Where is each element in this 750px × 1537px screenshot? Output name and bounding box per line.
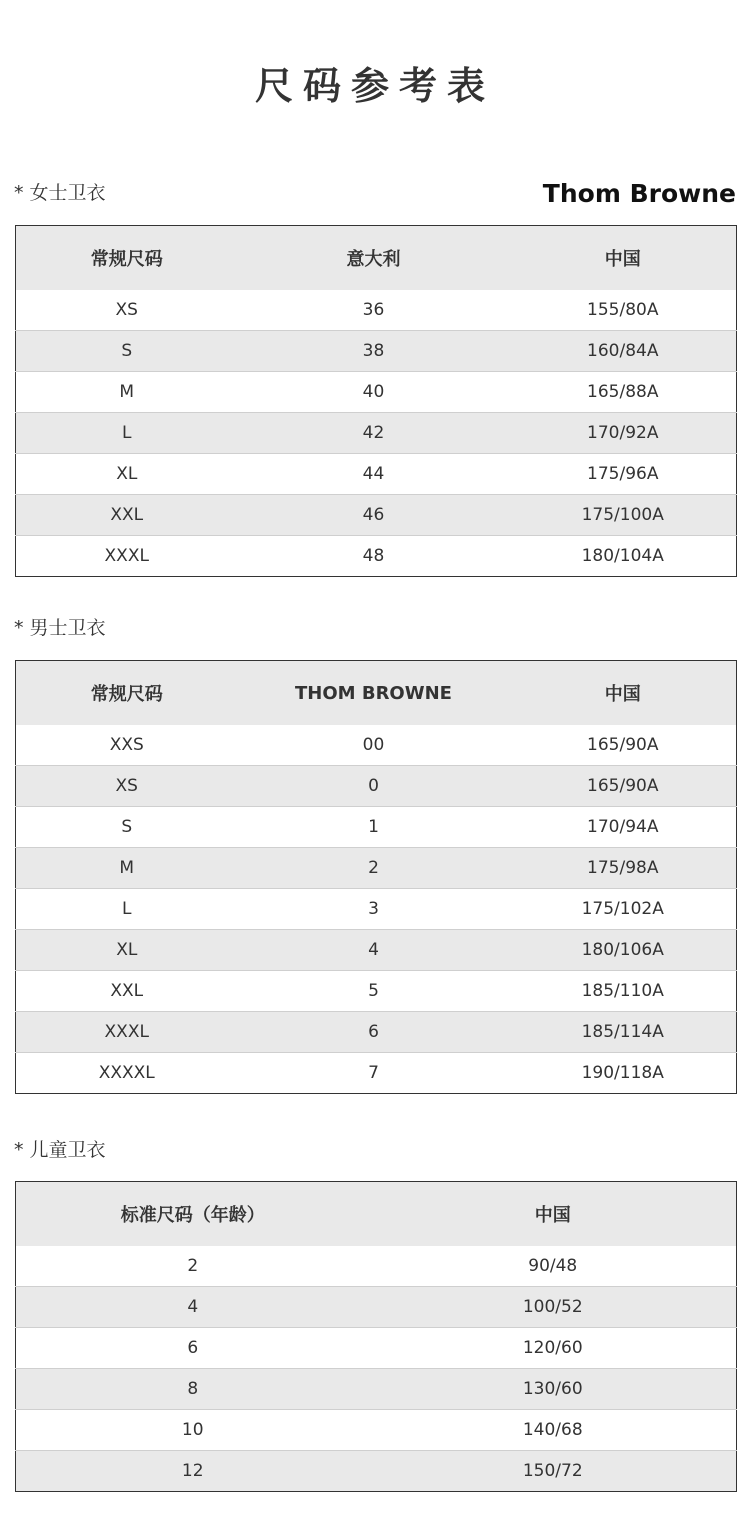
kids-size-table bbox=[15, 1181, 737, 1492]
table-cell: XXXXL bbox=[16, 1053, 238, 1094]
table-cell: 2 bbox=[16, 1246, 370, 1287]
table-cell: 165/90A bbox=[510, 725, 737, 766]
table-row bbox=[16, 331, 737, 372]
table-cell: 12 bbox=[16, 1451, 370, 1492]
table-cell: 4 bbox=[16, 1287, 370, 1328]
column-header: 意大利 bbox=[238, 226, 510, 291]
women-size-table bbox=[15, 225, 737, 577]
table-cell: 190/118A bbox=[510, 1053, 737, 1094]
table-cell: XL bbox=[16, 454, 238, 495]
table-cell: 5 bbox=[238, 971, 510, 1012]
table-cell: XXXL bbox=[16, 1012, 238, 1053]
kids-table-body bbox=[16, 1246, 737, 1492]
table-cell: 160/84A bbox=[510, 331, 737, 372]
column-header: 中国 bbox=[510, 661, 737, 726]
table-row bbox=[16, 889, 737, 930]
table-cell: 130/60 bbox=[370, 1369, 737, 1410]
table-cell: 140/68 bbox=[370, 1410, 737, 1451]
table-cell: XS bbox=[16, 766, 238, 807]
table-cell: 175/98A bbox=[510, 848, 737, 889]
table-cell: L bbox=[16, 889, 238, 930]
men-section-label: * 男士卫衣 bbox=[14, 617, 106, 639]
table-row bbox=[16, 1053, 737, 1094]
table-cell: 165/90A bbox=[510, 766, 737, 807]
table-cell: M bbox=[16, 848, 238, 889]
table-cell: 100/52 bbox=[370, 1287, 737, 1328]
brand-name: Thom Browne bbox=[542, 179, 736, 208]
table-header-row bbox=[16, 1182, 737, 1247]
table-cell: 38 bbox=[238, 331, 510, 372]
table-cell: S bbox=[16, 331, 238, 372]
table-row bbox=[16, 454, 737, 495]
table-cell: S bbox=[16, 807, 238, 848]
table-cell: XXS bbox=[16, 725, 238, 766]
table-cell: 150/72 bbox=[370, 1451, 737, 1492]
table-cell: 48 bbox=[238, 536, 510, 577]
table-cell: 6 bbox=[16, 1328, 370, 1369]
table-row bbox=[16, 495, 737, 536]
table-cell: 00 bbox=[238, 725, 510, 766]
table-cell: 10 bbox=[16, 1410, 370, 1451]
table-row bbox=[16, 807, 737, 848]
table-row bbox=[16, 1012, 737, 1053]
column-header: 中国 bbox=[510, 226, 737, 291]
table-cell: 42 bbox=[238, 413, 510, 454]
table-cell: 40 bbox=[238, 372, 510, 413]
table-cell: 180/106A bbox=[510, 930, 737, 971]
table-row bbox=[16, 1451, 737, 1492]
table-cell: M bbox=[16, 372, 238, 413]
table-row bbox=[16, 1369, 737, 1410]
table-row bbox=[16, 971, 737, 1012]
table-cell: 165/88A bbox=[510, 372, 737, 413]
men-table-body bbox=[16, 725, 737, 1094]
column-header: 常规尺码 bbox=[16, 226, 238, 291]
table-cell: 185/110A bbox=[510, 971, 737, 1012]
table-cell: XL bbox=[16, 930, 238, 971]
men-size-table bbox=[15, 660, 737, 1094]
table-row bbox=[16, 372, 737, 413]
table-cell: 90/48 bbox=[370, 1246, 737, 1287]
table-cell: 170/94A bbox=[510, 807, 737, 848]
column-header: 标准尺码（年龄） bbox=[16, 1182, 370, 1247]
table-header-row bbox=[16, 661, 737, 726]
table-cell: 175/100A bbox=[510, 495, 737, 536]
column-header: THOM BROWNE bbox=[238, 661, 510, 726]
column-header: 中国 bbox=[370, 1182, 737, 1247]
table-row bbox=[16, 930, 737, 971]
table-cell: 6 bbox=[238, 1012, 510, 1053]
table-cell: XXXL bbox=[16, 536, 238, 577]
table-header-row bbox=[16, 226, 737, 291]
table-row bbox=[16, 725, 737, 766]
table-row bbox=[16, 766, 737, 807]
table-cell: 46 bbox=[238, 495, 510, 536]
table-row bbox=[16, 1328, 737, 1369]
table-cell: 155/80A bbox=[510, 290, 737, 331]
table-cell: 7 bbox=[238, 1053, 510, 1094]
table-cell: 4 bbox=[238, 930, 510, 971]
table-row bbox=[16, 1410, 737, 1451]
table-cell: 1 bbox=[238, 807, 510, 848]
table-cell: 36 bbox=[238, 290, 510, 331]
table-cell: 44 bbox=[238, 454, 510, 495]
table-row bbox=[16, 536, 737, 577]
table-row bbox=[16, 848, 737, 889]
table-cell: 180/104A bbox=[510, 536, 737, 577]
table-cell: 8 bbox=[16, 1369, 370, 1410]
table-row bbox=[16, 1287, 737, 1328]
table-cell: 0 bbox=[238, 766, 510, 807]
kids-section-label: * 儿童卫衣 bbox=[14, 1139, 106, 1161]
women-table-body bbox=[16, 290, 737, 577]
table-cell: XXL bbox=[16, 971, 238, 1012]
table-cell: 175/102A bbox=[510, 889, 737, 930]
table-row bbox=[16, 290, 737, 331]
table-row bbox=[16, 413, 737, 454]
table-row bbox=[16, 1246, 737, 1287]
women-section-label: * 女士卫衣 bbox=[14, 182, 106, 204]
table-cell: 2 bbox=[238, 848, 510, 889]
table-cell: 175/96A bbox=[510, 454, 737, 495]
column-header: 常规尺码 bbox=[16, 661, 238, 726]
table-cell: 170/92A bbox=[510, 413, 737, 454]
table-cell: XS bbox=[16, 290, 238, 331]
table-cell: 185/114A bbox=[510, 1012, 737, 1053]
table-cell: 3 bbox=[238, 889, 510, 930]
page-title: 尺码参考表 bbox=[254, 64, 495, 108]
table-cell: XXL bbox=[16, 495, 238, 536]
table-cell: 120/60 bbox=[370, 1328, 737, 1369]
table-cell: L bbox=[16, 413, 238, 454]
